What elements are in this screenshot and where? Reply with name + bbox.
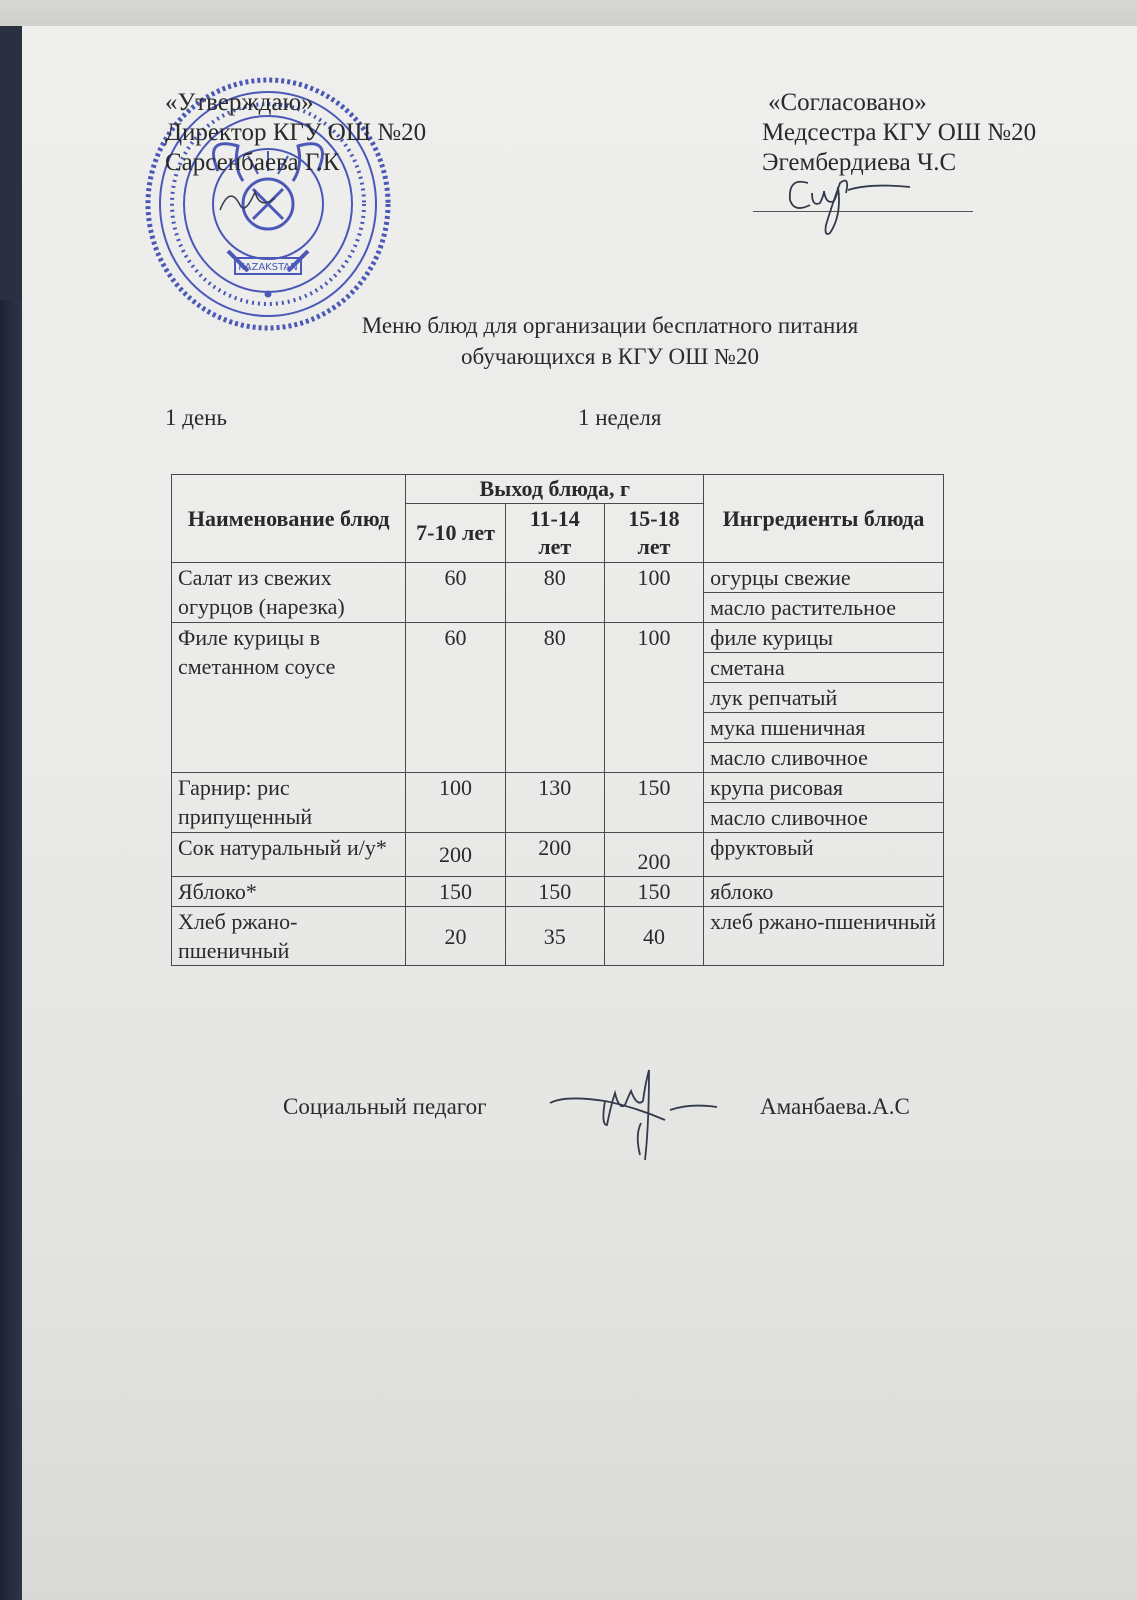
ingredient: филе курицы	[704, 623, 944, 653]
title-line-2: обучающихся в КГУ ОШ №20	[461, 344, 759, 369]
agreement-position: Медсестра КГУ ОШ №20	[762, 119, 1037, 146]
document-title	[300, 310, 920, 372]
svg-text:KAZAKSTAN: KAZAKSTAN	[238, 262, 298, 273]
agreement-label: «Согласовано»	[768, 89, 927, 116]
yield-11-14: 80	[505, 623, 604, 773]
dish-name: Хлеб ржано-пшеничный	[172, 907, 406, 966]
dish-name: Сок натуральный и/у*	[172, 833, 406, 877]
ingredient: мука пшеничная	[704, 713, 944, 743]
yield-11-14: 130	[505, 773, 604, 833]
table-row	[172, 833, 944, 877]
table-row	[172, 877, 944, 907]
yield-15-18: 40	[604, 907, 703, 966]
dish-name: Гарнир: рис припущенный	[172, 773, 406, 833]
ingredient: крупа рисовая	[704, 773, 944, 803]
ingredient: яблоко	[704, 877, 944, 907]
yield-7-10: 60	[406, 563, 505, 623]
header-age-7-10: 7-10 лет	[406, 504, 505, 563]
yield-11-14: 35	[505, 907, 604, 966]
menu-table	[171, 474, 944, 966]
header-age-11-14: 11-14 лет	[505, 504, 604, 563]
yield-11-14: 200	[505, 833, 604, 877]
yield-11-14: 150	[505, 877, 604, 907]
yield-7-10: 20	[406, 907, 505, 966]
table-header-row	[172, 475, 944, 504]
background-strip	[0, 0, 1137, 26]
yield-11-14: 80	[505, 563, 604, 623]
period-day: 1 день	[165, 405, 227, 430]
ingredient: огурцы свежие	[704, 563, 944, 593]
yield-15-18: 100	[604, 563, 703, 623]
table-row	[172, 623, 944, 653]
yield-15-18: 150	[604, 877, 703, 907]
ingredient: фруктовый	[704, 833, 944, 877]
header-ingredients: Ингредиенты блюда	[704, 475, 944, 563]
table-row	[172, 773, 944, 803]
ingredient: лук репчатый	[704, 683, 944, 713]
approval-label: «Утверждаю»	[165, 89, 314, 116]
dish-name: Филе курицы в сметанном соусе	[172, 623, 406, 773]
period-week: 1 неделя	[578, 405, 662, 430]
ingredient: масло сливочное	[704, 803, 944, 833]
nurse-signature	[780, 165, 920, 240]
social-pedagogue-signature	[545, 1065, 720, 1165]
footer-role: Социальный педагог	[283, 1094, 487, 1119]
director-signature	[215, 180, 285, 220]
dish-name: Салат из свежих огурцов (нарезка)	[172, 563, 406, 623]
table-row	[172, 907, 944, 966]
title-line-1: Меню блюд для организации бесплатного питания	[361, 313, 859, 338]
header-age-15-18: 15-18 лет	[604, 504, 703, 563]
header-yield: Выход блюда, г	[406, 475, 704, 504]
approval-name: Сарсенбаева Г.К	[165, 149, 340, 176]
dish-name: Яблоко*	[172, 877, 406, 907]
yield-7-10: 60	[406, 623, 505, 773]
yield-7-10: 100	[406, 773, 505, 833]
ingredient: хлеб ржано-пшеничный	[704, 907, 944, 966]
footer-name: Аманбаева.А.С	[760, 1094, 910, 1119]
ingredient: масло сливочное	[704, 743, 944, 773]
yield-15-18: 100	[604, 623, 703, 773]
approval-block	[165, 88, 426, 178]
yield-15-18: 200	[604, 833, 703, 877]
yield-7-10: 200	[406, 833, 505, 877]
table-row	[172, 563, 944, 593]
yield-15-18: 150	[604, 773, 703, 833]
agreement-name: Эгембердиева Ч.С	[762, 149, 957, 176]
background-edge	[0, 300, 22, 1600]
yield-7-10: 150	[406, 877, 505, 907]
ingredient: масло растительное	[704, 593, 944, 623]
header-dish: Наименование блюд	[172, 475, 406, 563]
approval-position: Директор КГУ ОШ №20	[165, 119, 427, 146]
ingredient: сметана	[704, 653, 944, 683]
